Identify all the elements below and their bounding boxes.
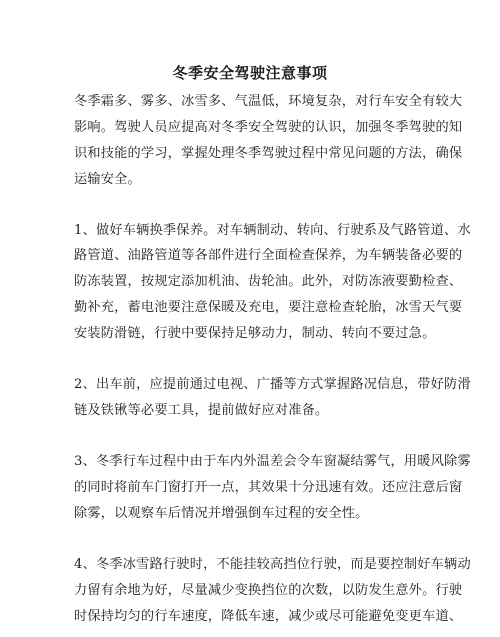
intro-line-2: 影响。驾驶人员应提高对冬季安全驾驶的认识，加强冬季驾驶的知 xyxy=(74,120,463,135)
section-4-line-1: 4、冬季冰雪路行驶时，不能挂较高挡位行驶，而是要控制好车辆动 xyxy=(74,557,471,572)
section-2-line-2: 链及铁锹等必要工具，提前做好应对准备。 xyxy=(74,403,329,418)
section-2-line-1: 2、出车前，应提前通过电视、广播等方式掌握路况信息，带好防滑 xyxy=(74,377,471,392)
section-1-line-2: 路管道、油路管道等各部件进行全面检查保养，为车辆装备必要的 xyxy=(74,248,463,263)
section-4-line-3: 时保持均匀的行车速度，降低车速，减少或尽可能避免变更车道、 xyxy=(74,609,463,624)
intro-line-1: 冬季霜多、雾多、冰雪多、气温低，环境复杂，对行车安全有较大 xyxy=(74,94,463,109)
section-1-line-5: 安装防滑链，行驶中要保持足够动力，制动、转向不要过急。 xyxy=(74,326,436,341)
section-1-line-1: 1、做好车辆换季保养。对车辆制动、转向、行驶系及气路管道、水 xyxy=(74,223,471,238)
section-3-line-3: 除雾，以观察车后情况并增强倒车过程的安全性。 xyxy=(74,506,369,521)
section-3-line-2: 的同时将前车门窗打开一点，其效果十分迅速有效。还应注意后窗 xyxy=(74,480,463,495)
intro-line-3: 识和技能的学习，掌握处理冬季驾驶过程中常见问题的方法，确保 xyxy=(74,146,463,161)
section-3-line-1: 3、冬季行车过程中由于车内外温差会令车窗凝结雾气，用暖风除雾 xyxy=(74,454,471,469)
section-1-line-3: 防冻装置，按规定添加机油、齿轮油。此外，对防冻液要勤检查、 xyxy=(74,274,463,289)
section-1-line-4: 勤补充，蓄电池要注意保暖及充电，要注意检查轮胎，冰雪天气要 xyxy=(74,300,463,315)
document-title: 冬季安全驾驶注意事项 xyxy=(172,64,328,82)
intro-line-4: 运输安全。 xyxy=(74,172,141,187)
section-4-line-2: 力留有余地为好，尽量减少变换挡位的次数，以防发生意外。行驶 xyxy=(74,583,463,598)
